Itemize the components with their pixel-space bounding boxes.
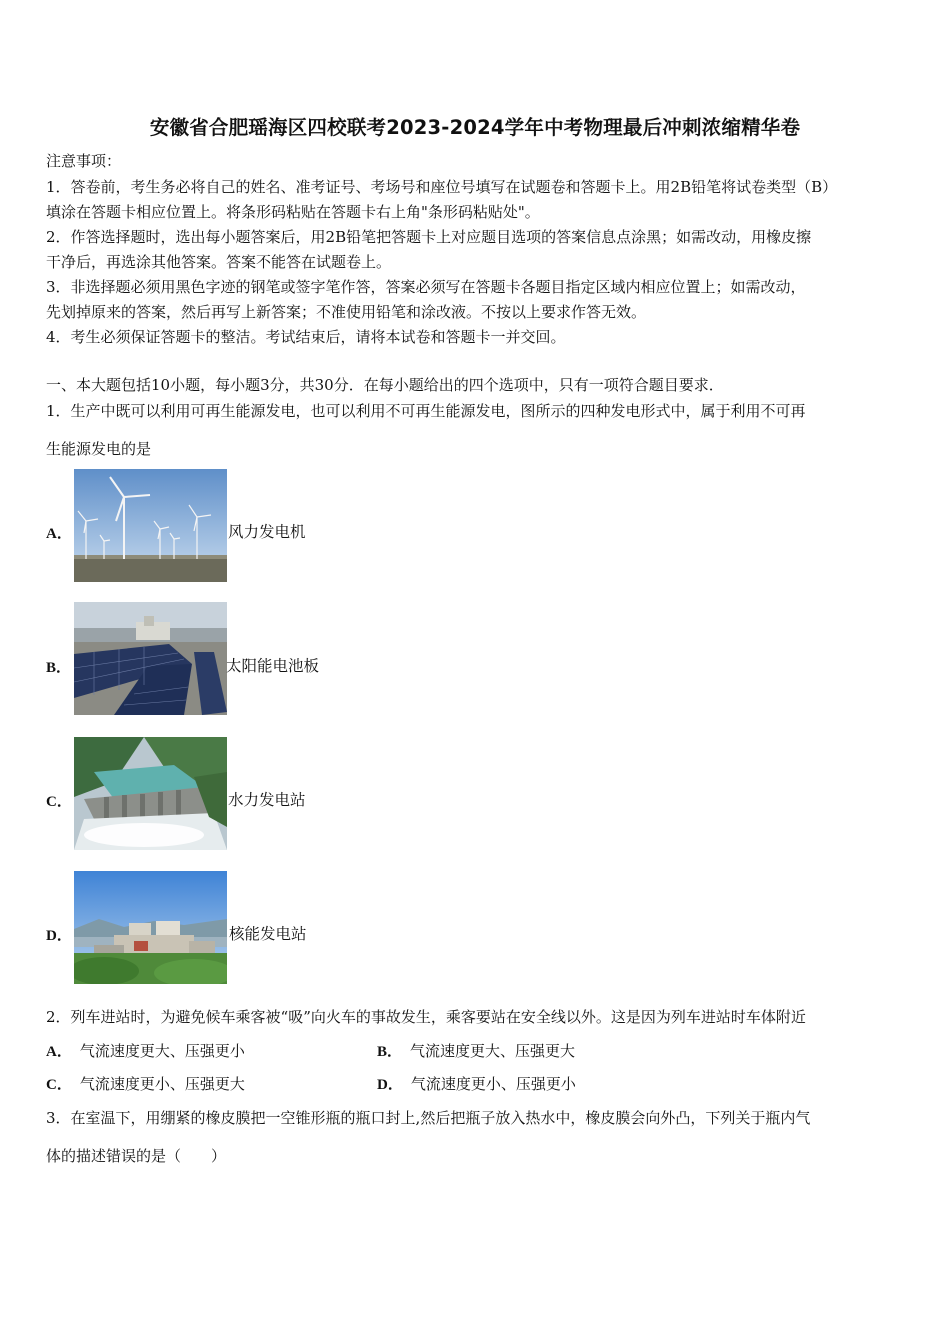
question-2-choice-a: A． 气流速度更大、压强更小	[46, 1042, 245, 1060]
notice-line: 填涂在答题卡相应位置上。将条形码粘贴在答题卡右上角"条形码粘贴处"。	[46, 203, 540, 221]
option-c-label: 水力发电站	[228, 791, 306, 809]
page-title: 安徽省合肥瑶海区四校联考2023-2024学年中考物理最后冲刺浓缩精华卷	[149, 116, 801, 139]
notice-line: 3．非选择题必须用黑色字迹的钢笔或签字笔作答，答案必须写在答题卡各题目指定区域内相应位置上；如需改动，	[46, 278, 806, 296]
question-2-choice-d: D． 气流速度更小、压强更小	[377, 1075, 576, 1093]
question-1-stem: 1．生产中既可以利用可再生能源发电，也可以利用不可再生能源发电，图所示的四种发电形式中，属于利用不可再	[46, 402, 806, 420]
option-b-label: 太阳能电池板	[226, 657, 320, 675]
section-heading: 一、本大题包括10小题，每小题3分，共30分．在每小题给出的四个选项中，只有一项符合题目要求．	[46, 376, 724, 394]
question-1-stem-cont: 生能源发电的是	[46, 440, 152, 458]
hydropower-dam-image	[74, 737, 227, 850]
option-c-letter: C．	[46, 794, 72, 810]
notice-line: 4．考生必须保证答题卡的整洁。考试结束后，请将本试卷和答题卡一并交回。	[46, 328, 566, 346]
nuclear-plant-image	[74, 871, 227, 984]
question-2-stem: 2．列车进站时，为避免候车乘客被“吸”向火车的事故发生，乘客要站在安全线以外。这是因为列车进站时车体附近	[46, 1008, 806, 1026]
notice-line: 先划掉原来的答案，然后再写上新答案；不准使用铅笔和涂改液。不按以上要求作答无效。	[46, 303, 647, 321]
option-a-letter: A．	[46, 526, 72, 542]
notice-line: 1．答卷前，考生务必将自己的姓名、准考证号、考场号和座位号填写在试题卷和答题卡上。用2B铅笔将试卷类型（B）	[46, 178, 838, 196]
question-3-stem-cont: 体的描述错误的是（ ）	[46, 1147, 227, 1165]
option-d-letter: D．	[46, 928, 72, 944]
question-3-stem: 3．在室温下，用绷紧的橡皮膜把一空锥形瓶的瓶口封上,然后把瓶子放入热水中，橡皮膜会向外凸，下列关于瓶内气	[46, 1109, 811, 1127]
option-a-label: 风力发电机	[228, 523, 306, 541]
solar-panel-image	[74, 602, 227, 715]
option-b-letter: B．	[46, 660, 72, 676]
option-d-label: 核能发电站	[229, 925, 307, 943]
notice-line: 2．作答选择题时，选出每小题答案后，用2B铅笔把答题卡上对应题目选项的答案信息点涂黑；如需改动，用橡皮擦	[46, 228, 812, 246]
wind-turbine-image	[74, 469, 227, 582]
notice-line: 干净后，再选涂其他答案。答案不能答在试题卷上。	[46, 253, 392, 271]
question-2-choice-b: B． 气流速度更大、压强更大	[377, 1042, 576, 1060]
notice-heading: 注意事项：	[46, 152, 122, 170]
question-2-choice-c: C． 气流速度更小、压强更大	[46, 1075, 245, 1093]
